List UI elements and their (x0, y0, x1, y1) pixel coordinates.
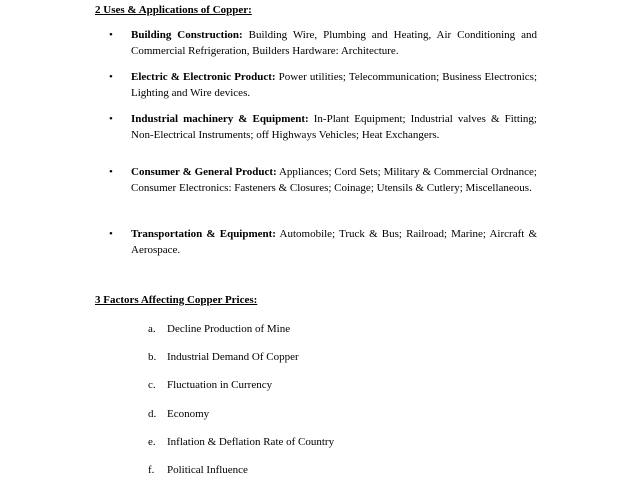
item-text: In-Plant Equipment; Industrial valves & Fitting; Non-Electrical Instruments; off Highways Vehicles; Heat Exchangers. (131, 113, 537, 141)
list-item (148, 350, 299, 364)
list-item (109, 28, 537, 59)
list-item (109, 112, 537, 143)
list-item (148, 378, 272, 392)
list-marker: b. (148, 351, 157, 363)
list-marker: a. (148, 323, 156, 335)
section-2-title: Uses & Applications of Copper: (103, 4, 252, 16)
list-item (148, 407, 209, 421)
item-text: Building Wire, Plumbing and Heating, Air Conditioning and Commercial Refrigeration, Builders Hardware: Architecture. (131, 29, 537, 57)
list-item (148, 435, 334, 449)
list-marker: e. (148, 436, 156, 448)
item-text: Appliances; Cord Sets; Military & Commercial Ordnance; Consumer Electronics: Fasteners & Closures; Coinage; Utensils & Cutlery; Miscellaneous. (131, 166, 537, 194)
bullet-icon: • (109, 113, 113, 125)
section-2-number: 2 (95, 4, 101, 16)
list-item (109, 70, 537, 101)
list-item (148, 322, 290, 336)
item-label: Transportation & Equipment: (131, 228, 276, 240)
section-2-heading (95, 3, 252, 17)
item-label: Industrial machinery & Equipment: (131, 113, 309, 125)
bullet-icon: • (109, 29, 113, 41)
list-item (109, 227, 537, 258)
bullet-icon: • (109, 71, 113, 83)
list-item-text: Inflation & Deflation Rate of Country (167, 436, 335, 448)
list-item-text: Fluctuation in Currency (167, 379, 273, 391)
list-item-text: Decline Production of Mine (167, 323, 291, 335)
item-label: Consumer & General Product: (131, 166, 277, 178)
list-item (148, 463, 248, 477)
list-marker: c. (148, 379, 156, 391)
list-item-text: Economy (167, 408, 210, 420)
list-item-text: Industrial Demand Of Copper (167, 351, 299, 363)
list-item (109, 165, 537, 196)
item-label: Electric & Electronic Product: (131, 71, 276, 83)
item-label: Building Construction: (131, 29, 243, 41)
item-text: Automobile; Truck & Bus; Railroad; Marine; Aircraft & Aerospace. (131, 228, 537, 256)
list-item-text: Political Influence (167, 464, 248, 476)
bullet-icon: • (109, 166, 113, 178)
item-text: Power utilities; Telecommunication; Business Electronics; Lighting and Wire devices. (131, 71, 538, 99)
list-marker: f. (148, 464, 155, 476)
section-3-heading: 3 Factors Affecting Copper Prices: (95, 294, 258, 306)
bullet-icon: • (109, 228, 113, 240)
list-marker: d. (148, 408, 157, 420)
